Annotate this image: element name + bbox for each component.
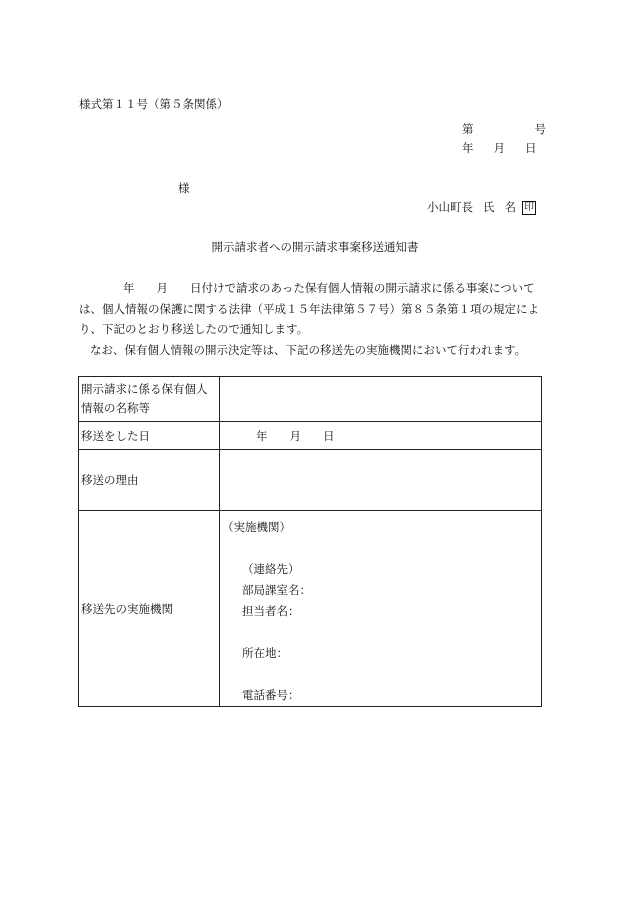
body-paragraph-1-text: 日付けで請求のあった保有個人情報の開示請求に係る事案については、個人情報の保護に関する法律（平成１５年法律第５７号）第８５条第１項の規定により、下記のとおり移送したので通知します。 — [79, 281, 539, 336]
transfer-reason-label: 移送の理由 — [79, 450, 220, 511]
table-row — [79, 511, 542, 707]
address-label: 所在地： — [242, 646, 288, 660]
signer-name-label-2: 名 — [504, 200, 516, 214]
request-info-label-line-2: 情報の名称等 — [81, 401, 150, 415]
phone-label: 電話番号： — [242, 688, 300, 702]
body-month-label: 月 — [156, 281, 168, 295]
transfer-date-value-cell — [220, 422, 542, 450]
addressee-honorific: 様 — [178, 181, 190, 195]
day-label: 日 — [525, 141, 537, 155]
seal-mark: 印 — [524, 202, 534, 213]
document-number-line — [462, 121, 546, 137]
number-suffix: 号 — [534, 122, 546, 136]
request-info-value-cell — [220, 377, 542, 422]
number-prefix: 第 — [462, 122, 474, 136]
body-paragraph-2 — [79, 340, 549, 361]
table-row — [79, 422, 542, 450]
transfer-info-table — [78, 376, 542, 707]
transfer-month-label: 月 — [289, 428, 301, 443]
destination-agency-label: 移送先の実施機関 — [79, 511, 220, 707]
body-paragraph-2-text: なお、保有個人情報の開示決定等は、下記の移送先の実施機関において行われます。 — [90, 342, 527, 357]
year-label: 年 — [462, 141, 474, 155]
table-row — [79, 450, 542, 511]
document-title: 開示請求者への開示請求事案移送通知書 — [211, 240, 419, 254]
person-label: 担当者名： — [242, 604, 300, 618]
transfer-day-label: 日 — [323, 428, 335, 443]
month-label: 月 — [493, 141, 505, 155]
request-info-label-line-1: 開示請求に係る保有個人 — [81, 382, 208, 396]
signer-name-label-1: 氏 — [483, 200, 495, 214]
signer-title: 小山町長 — [427, 200, 473, 214]
signer-line — [427, 199, 536, 215]
body-year-label: 年 — [123, 281, 135, 295]
body-paragraph-1 — [79, 278, 549, 340]
destination-agency-value-cell — [220, 511, 542, 707]
dept-label: 部局課室名： — [242, 583, 311, 597]
transfer-year-label: 年 — [256, 428, 268, 443]
body-text — [79, 278, 549, 360]
issue-date-line — [462, 140, 537, 156]
agency-heading: （実施機関） — [222, 520, 291, 534]
form-number-label: 様式第１１号（第５条関係） — [79, 97, 229, 111]
table-row — [79, 377, 542, 422]
transfer-reason-value-cell — [220, 450, 542, 511]
transfer-date-label: 移送をした日 — [79, 422, 220, 450]
contact-heading: （連絡先） — [242, 562, 300, 576]
request-info-label-cell — [79, 377, 220, 422]
